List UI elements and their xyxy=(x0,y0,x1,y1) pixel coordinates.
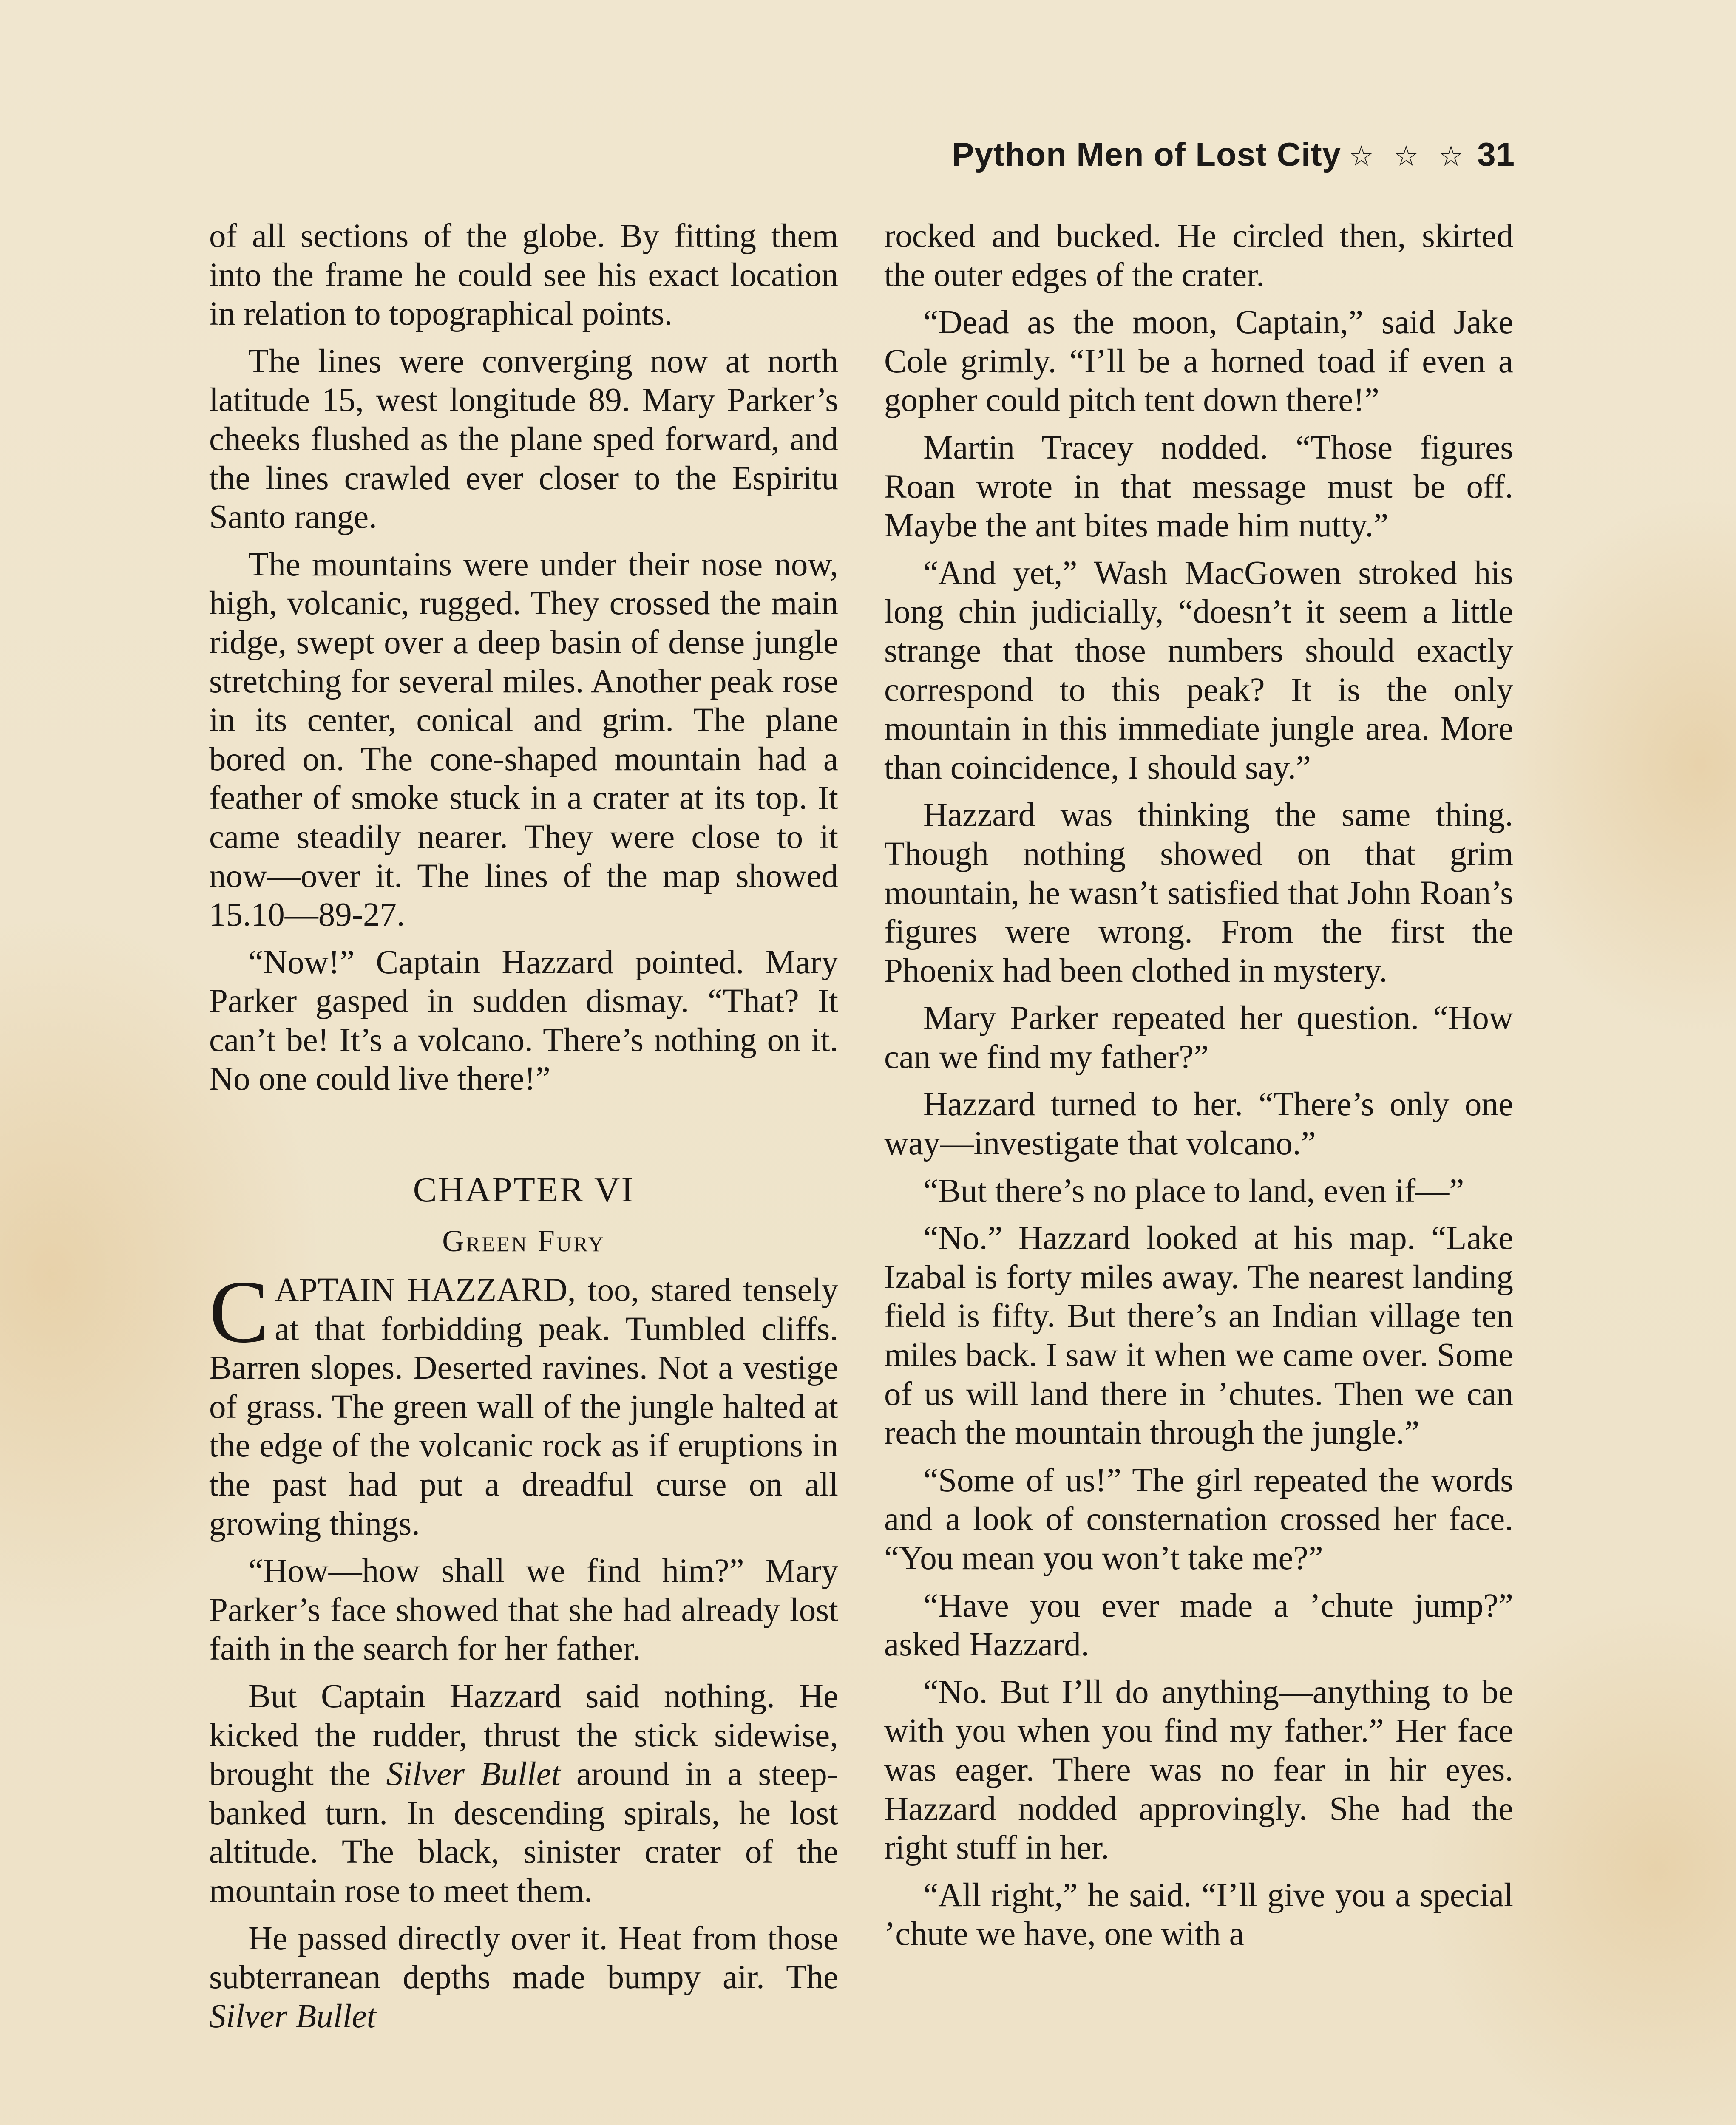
paragraph: The mountains were under their nose now, high, volcanic, rugged. They crossed the main ridge, swept over a deep basin of dense jungle stretching for several miles. Another peak rose in its center, conical and grim. The plane bored on. The cone-shaped mountain had a feather of smoke stuck in a crater at its top. It came steadily nearer. They were close to it now—over it. The lines of the map showed 15.10—89-27. xyxy=(209,546,838,934)
paragraph: “Now!” Captain Hazzard pointed. Mary Parker gasped in sudden dismay. “That? It can’t be! It’s a volcano. There’s nothing on it. No one could live there!” xyxy=(209,944,838,1098)
header-title: Python Men of Lost City xyxy=(952,136,1342,173)
paragraph: Martin Tracey nodded. “Those figures Roan wrote in that message must be off. Maybe the ant bites made him nutty.” xyxy=(884,429,1513,544)
paragraph: “Have you ever made a ’chute jump?” asked Hazzard. xyxy=(884,1587,1513,1663)
paragraph-with-dropcap xyxy=(209,1263,838,1543)
paragraph: of all sections of the globe. By fitting them into the frame he could see his exact location in relation to topographical points. xyxy=(209,218,838,333)
paragraph: “How—how shall we find him?” Mary Parker’s face showed that she had already lost faith in the search for her father. xyxy=(209,1553,838,1668)
paragraph: rocked and bucked. He circled then, skirted the outer edges of the crater. xyxy=(884,218,1513,294)
star-icons: ☆ ☆ ☆ xyxy=(1349,140,1470,172)
running-header xyxy=(952,135,1515,174)
paragraph: “Dead as the moon, Captain,” said Jake Cole grimly. “I’ll be a horned toad if even a gopher could pitch tent down there!” xyxy=(884,304,1513,419)
paragraph xyxy=(209,1677,838,1911)
right-column xyxy=(884,217,1513,1962)
emphasis: Silver Bullet xyxy=(209,1998,376,2035)
paragraph xyxy=(209,1919,838,2036)
left-column xyxy=(209,217,838,2044)
drop-cap: C xyxy=(209,1263,269,1362)
paragraph: Mary Parker repeated her question. “How can we find my father?” xyxy=(884,1000,1513,1076)
page-number: 31 xyxy=(1477,136,1515,173)
paragraph: “All right,” he said. “I’ll give you a special ’chute we have, one with a xyxy=(884,1876,1513,1953)
paragraph: “Some of us!” The girl repeated the words and a look of consternation crossed her face. “You mean you won’t take me?” xyxy=(884,1462,1513,1577)
paragraph-text: APTAIN HAZZARD, too, stared tensely at that forbidding peak. Tumbled cliffs. Barren slopes. Deserted ravines. Not a vestige of grass. The green wall of the jungle halted at the edge of the volcanic rock as if eruptions in the past had put a dreadful curse on all growing things. xyxy=(209,1272,838,1542)
paragraph: “No.” Hazzard looked at his map. “Lake Izabal is forty miles away. The nearest landing field is fifty. But there’s an Indian village ten miles back. I saw it when we came over. Some of us will land there in ’chutes. Then we can reach the mountain through the jungle.” xyxy=(884,1220,1513,1452)
paragraph: Hazzard turned to her. “There’s only one way—investigate that volcano.” xyxy=(884,1086,1513,1162)
emphasis: Silver Bullet xyxy=(386,1756,561,1793)
chapter-subtitle: Green Fury xyxy=(442,1224,605,1258)
paragraph: “But there’s no place to land, even if—” xyxy=(923,1172,1464,1210)
chapter-heading: CHAPTER VI xyxy=(413,1170,635,1210)
paragraph-text: around in a steep-banked turn. In descending spirals, he lost altitude. The black, sinister crater of the mountain rose to meet them. xyxy=(209,1756,839,1910)
paragraph: The lines were converging now at north latitude 15, west longitude 89. Mary Parker’s cheeks flushed as the plane sped forward, and the lines crawled ever closer to the Espiritu Santo range. xyxy=(209,343,838,536)
paragraph-text: He passed directly over it. Heat from those subterranean depths made bumpy air. The xyxy=(209,1920,838,1996)
paragraph: Hazzard was thinking the same thing. Though nothing showed on that grim mountain, he wasn’t satisfied that John Roan’s figures were wrong. From the first the Phoenix had been clothed in mystery. xyxy=(884,796,1513,989)
paragraph-text: But Captain Hazzard said nothing. He kicked the rudder, thrust the stick sidewise, brought the xyxy=(209,1678,838,1793)
paragraph: “No. But I’ll do anything—anything to be with you when you find my father.” Her face was eager. There was no fear in hir eyes. Hazzard nodded approvingly. She had the right stuff in her. xyxy=(884,1673,1513,1867)
paragraph: “And yet,” Wash MacGowen stroked his long chin judicially, “doesn’t it seem a little strange that those numbers should exactly correspond to this peak? It is the only mountain in this immediate jungle area. More than coincidence, I should say.” xyxy=(884,554,1513,786)
